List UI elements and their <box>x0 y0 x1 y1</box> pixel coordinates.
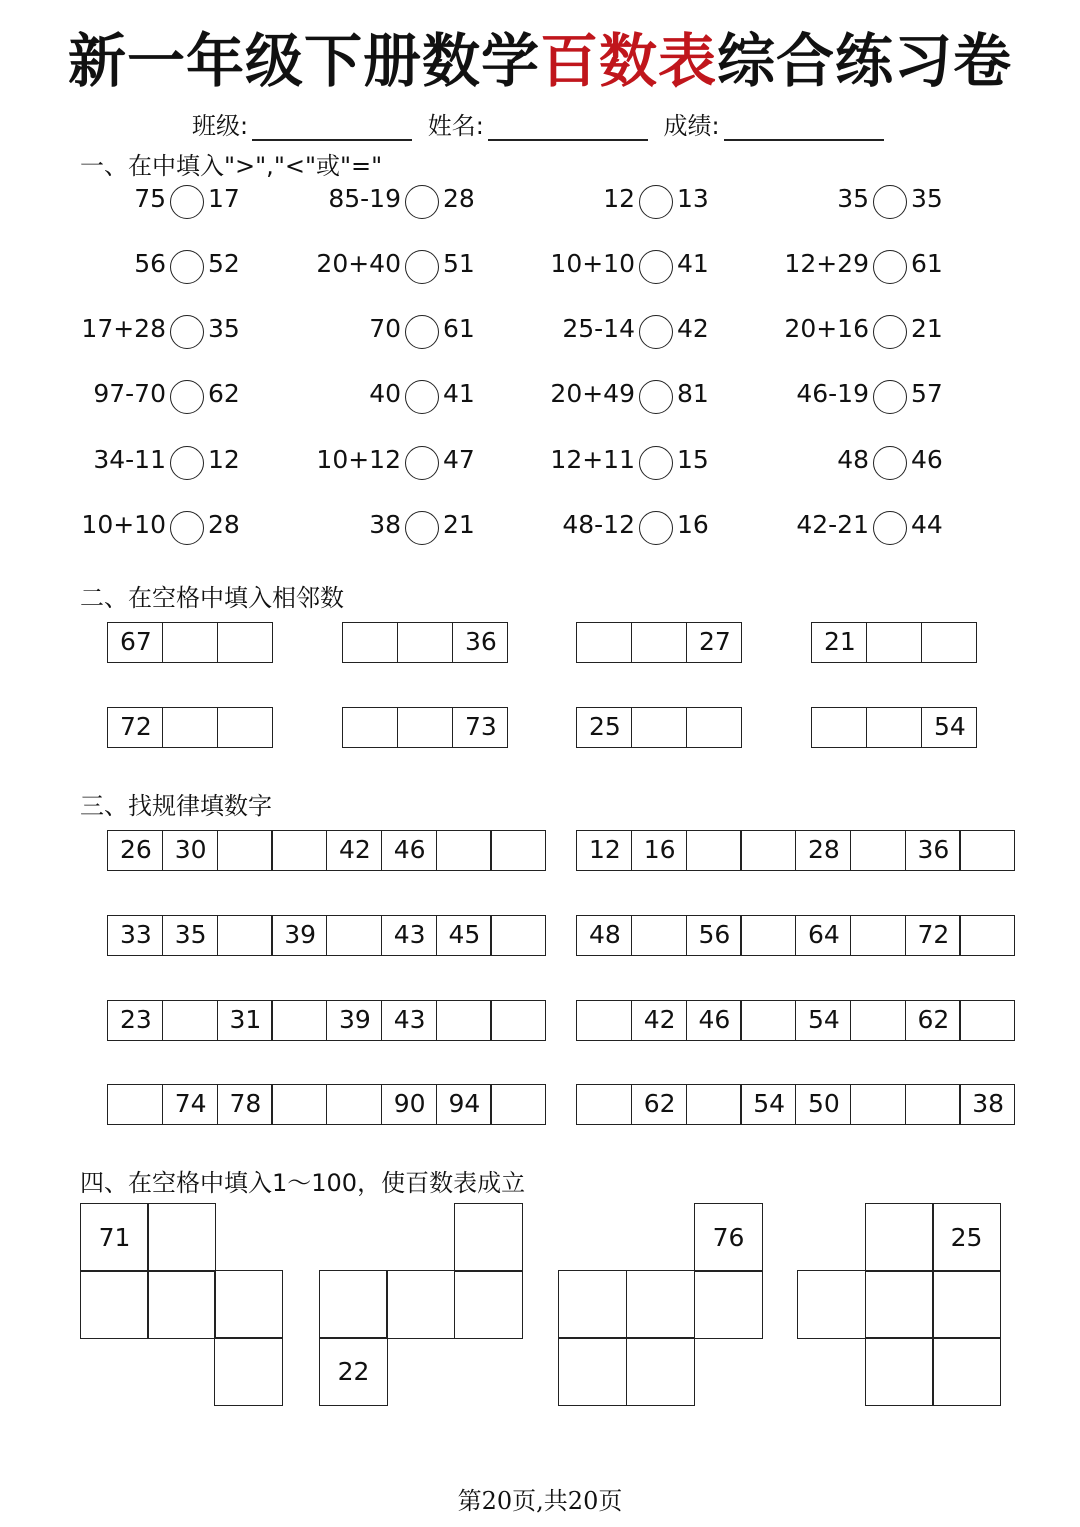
comparison-left: 56 <box>134 249 166 278</box>
number-cell: 56 <box>686 915 742 956</box>
number-cell: 64 <box>795 915 851 956</box>
blank-cell[interactable] <box>576 622 632 663</box>
blank-cell[interactable] <box>740 830 796 871</box>
comparison-left: 10+12 <box>316 445 401 474</box>
comparison-right: 21 <box>911 314 943 343</box>
comparison-right: 35 <box>911 184 943 213</box>
comparison-left: 12+29 <box>784 249 869 278</box>
answer-circle[interactable] <box>170 315 204 349</box>
grid-cell-blank[interactable] <box>319 1270 388 1339</box>
blank-cell[interactable] <box>631 622 687 663</box>
grid-cell: 76 <box>694 1203 763 1272</box>
section-2-heading: 二、在空格中填入相邻数 <box>80 584 344 612</box>
answer-circle[interactable] <box>639 446 673 480</box>
comparison-left: 12+11 <box>550 445 635 474</box>
grid-cell-blank[interactable] <box>147 1270 216 1339</box>
section-1-heading: 一、在中填入">","<"或"=" <box>80 152 383 180</box>
blank-cell[interactable] <box>959 830 1015 871</box>
blank-cell[interactable] <box>850 915 906 956</box>
blank-cell[interactable] <box>217 622 273 663</box>
comparison-right: 41 <box>677 249 709 278</box>
section-3-heading: 三、找规律填数字 <box>80 792 272 820</box>
number-cell: 36 <box>905 830 961 871</box>
blank-cell[interactable] <box>811 707 867 748</box>
blank-cell[interactable] <box>850 1000 906 1041</box>
number-cell: 39 <box>326 1000 382 1041</box>
comparison-left: 85-19 <box>328 184 401 213</box>
number-cell: 72 <box>107 707 163 748</box>
blank-cell[interactable] <box>959 915 1015 956</box>
blank-cell[interactable] <box>271 1084 327 1125</box>
number-cell: 25 <box>576 707 632 748</box>
number-cell: 48 <box>576 915 632 956</box>
comparison-left: 25-14 <box>562 314 635 343</box>
comparison-right: 21 <box>443 510 475 539</box>
comparison-right: 17 <box>208 184 240 213</box>
blank-cell[interactable] <box>162 622 218 663</box>
answer-circle[interactable] <box>873 185 907 219</box>
blank-cell[interactable] <box>217 830 273 871</box>
comparison-left: 12 <box>603 184 635 213</box>
number-cell: 78 <box>217 1084 273 1125</box>
blank-cell[interactable] <box>905 1084 961 1125</box>
page-title: 新一年级下册数学百数表综合练习卷 <box>67 27 1013 95</box>
blank-cell[interactable] <box>921 622 977 663</box>
comparison-left: 17+28 <box>81 314 166 343</box>
answer-circle[interactable] <box>873 250 907 284</box>
class-label: 班级: <box>192 112 249 140</box>
number-cell: 21 <box>811 622 867 663</box>
blank-cell[interactable] <box>326 1084 382 1125</box>
comparison-left: 20+16 <box>784 314 869 343</box>
number-cell: 50 <box>795 1084 851 1125</box>
comparison-right: 15 <box>677 445 709 474</box>
grid-cell: 22 <box>319 1337 388 1406</box>
number-cell: 42 <box>326 830 382 871</box>
grid-cell-blank[interactable] <box>454 1270 523 1339</box>
blank-cell[interactable] <box>686 830 742 871</box>
blank-cell[interactable] <box>866 622 922 663</box>
comparison-right: 81 <box>677 379 709 408</box>
answer-circle[interactable] <box>873 380 907 414</box>
grid-cell-blank[interactable] <box>386 1270 455 1339</box>
comparison-right: 28 <box>208 510 240 539</box>
number-cell: 28 <box>795 830 851 871</box>
comparison-left: 75 <box>134 184 166 213</box>
number-cell: 31 <box>217 1000 273 1041</box>
blank-cell[interactable] <box>217 915 273 956</box>
comparison-left: 35 <box>837 184 869 213</box>
comparison-left: 34-11 <box>93 445 166 474</box>
grid-cell-blank[interactable] <box>797 1270 866 1339</box>
comparison-right: 44 <box>911 510 943 539</box>
number-cell: 62 <box>905 1000 961 1041</box>
answer-circle[interactable] <box>170 250 204 284</box>
comparison-right: 61 <box>443 314 475 343</box>
answer-circle[interactable] <box>405 511 439 545</box>
answer-circle[interactable] <box>405 446 439 480</box>
grid-cell-blank[interactable] <box>214 1270 283 1339</box>
blank-cell[interactable] <box>397 622 453 663</box>
grid-cell-blank[interactable] <box>454 1203 523 1272</box>
comparison-left: 48 <box>837 445 869 474</box>
comparison-right: 62 <box>208 379 240 408</box>
blank-cell[interactable] <box>631 915 687 956</box>
number-cell: 16 <box>631 830 687 871</box>
blank-cell[interactable] <box>271 830 327 871</box>
answer-circle[interactable] <box>873 511 907 545</box>
comparison-left: 10+10 <box>550 249 635 278</box>
score-label: 成绩: <box>663 112 720 140</box>
answer-circle[interactable] <box>405 185 439 219</box>
answer-circle[interactable] <box>170 511 204 545</box>
blank-cell[interactable] <box>576 1084 632 1125</box>
blank-cell[interactable] <box>490 915 546 956</box>
comparison-right: 28 <box>443 184 475 213</box>
grid-cell-blank[interactable] <box>932 1270 1001 1339</box>
comparison-right: 42 <box>677 314 709 343</box>
comparison-left: 38 <box>369 510 401 539</box>
blank-cell[interactable] <box>850 1084 906 1125</box>
comparison-left: 42-21 <box>796 510 869 539</box>
number-cell: 46 <box>381 830 437 871</box>
number-cell: 90 <box>381 1084 437 1125</box>
comparison-right: 35 <box>208 314 240 343</box>
answer-circle[interactable] <box>639 250 673 284</box>
number-cell: 42 <box>631 1000 687 1041</box>
number-cell: 67 <box>107 622 163 663</box>
answer-circle[interactable] <box>170 380 204 414</box>
answer-circle[interactable] <box>405 250 439 284</box>
section-4-heading: 四、在空格中填入1～100，使百数表成立 <box>80 1169 526 1197</box>
blank-cell[interactable] <box>866 707 922 748</box>
answer-circle[interactable] <box>639 511 673 545</box>
blank-cell[interactable] <box>342 622 398 663</box>
number-cell: 54 <box>921 707 977 748</box>
name-label: 姓名: <box>427 112 484 140</box>
comparison-right: 46 <box>911 445 943 474</box>
blank-cell[interactable] <box>271 1000 327 1041</box>
blank-cell[interactable] <box>162 1000 218 1041</box>
number-cell: 23 <box>107 1000 163 1041</box>
blank-cell[interactable] <box>342 707 398 748</box>
blank-cell[interactable] <box>576 1000 632 1041</box>
answer-circle[interactable] <box>639 315 673 349</box>
grid-cell-blank[interactable] <box>865 1270 934 1339</box>
number-cell: 72 <box>905 915 961 956</box>
answer-circle[interactable] <box>170 446 204 480</box>
comparison-left: 70 <box>369 314 401 343</box>
blank-cell[interactable] <box>436 1000 492 1041</box>
answer-circle[interactable] <box>405 380 439 414</box>
number-cell: 54 <box>740 1084 796 1125</box>
blank-cell[interactable] <box>107 1084 163 1125</box>
blank-cell[interactable] <box>490 1000 546 1041</box>
score-blank[interactable] <box>724 117 884 141</box>
grid-cell-blank[interactable] <box>214 1337 283 1406</box>
answer-circle[interactable] <box>873 446 907 480</box>
number-cell: 46 <box>686 1000 742 1041</box>
number-cell: 35 <box>162 915 218 956</box>
comparison-right: 51 <box>443 249 475 278</box>
blank-cell[interactable] <box>959 1000 1015 1041</box>
grid-cell-blank[interactable] <box>932 1337 1001 1406</box>
blank-cell[interactable] <box>217 707 273 748</box>
blank-cell[interactable] <box>490 1084 546 1125</box>
answer-circle[interactable] <box>639 185 673 219</box>
page-footer: 第20页,共20页 <box>457 1487 623 1515</box>
student-info-line <box>192 106 892 141</box>
number-cell: 30 <box>162 830 218 871</box>
grid-cell-blank[interactable] <box>626 1270 695 1339</box>
comparison-left: 46-19 <box>796 379 869 408</box>
number-cell: 74 <box>162 1084 218 1125</box>
number-cell: 73 <box>452 707 508 748</box>
comparison-left: 20+40 <box>316 249 401 278</box>
number-cell: 26 <box>107 830 163 871</box>
grid-cell-blank[interactable] <box>865 1203 934 1272</box>
number-cell: 43 <box>381 915 437 956</box>
grid-cell-blank[interactable] <box>558 1270 627 1339</box>
grid-cell: 25 <box>932 1203 1001 1272</box>
blank-cell[interactable] <box>436 830 492 871</box>
comparison-right: 57 <box>911 379 943 408</box>
comparison-left: 48-12 <box>562 510 635 539</box>
grid-cell-blank[interactable] <box>558 1337 627 1406</box>
grid-cell-blank[interactable] <box>80 1270 149 1339</box>
comparison-left: 10+10 <box>81 510 166 539</box>
name-blank[interactable] <box>488 117 648 141</box>
blank-cell[interactable] <box>631 707 687 748</box>
number-cell: 36 <box>452 622 508 663</box>
comparison-left: 97-70 <box>93 379 166 408</box>
number-cell: 12 <box>576 830 632 871</box>
number-cell: 38 <box>959 1084 1015 1125</box>
number-cell: 27 <box>686 622 742 663</box>
number-cell: 39 <box>271 915 327 956</box>
comparison-right: 61 <box>911 249 943 278</box>
blank-cell[interactable] <box>740 1000 796 1041</box>
blank-cell[interactable] <box>850 830 906 871</box>
blank-cell[interactable] <box>326 915 382 956</box>
blank-cell[interactable] <box>397 707 453 748</box>
number-cell: 54 <box>795 1000 851 1041</box>
number-cell: 33 <box>107 915 163 956</box>
class-blank[interactable] <box>252 117 412 141</box>
grid-cell-blank[interactable] <box>694 1270 763 1339</box>
answer-circle[interactable] <box>405 315 439 349</box>
number-cell: 62 <box>631 1084 687 1125</box>
comparison-left: 40 <box>369 379 401 408</box>
number-cell: 43 <box>381 1000 437 1041</box>
blank-cell[interactable] <box>162 707 218 748</box>
blank-cell[interactable] <box>490 830 546 871</box>
answer-circle[interactable] <box>639 380 673 414</box>
comparison-right: 41 <box>443 379 475 408</box>
grid-cell-blank[interactable] <box>626 1337 695 1406</box>
comparison-right: 52 <box>208 249 240 278</box>
blank-cell[interactable] <box>686 707 742 748</box>
comparison-right: 16 <box>677 510 709 539</box>
grid-cell-blank[interactable] <box>147 1203 216 1272</box>
blank-cell[interactable] <box>686 1084 742 1125</box>
number-cell: 45 <box>436 915 492 956</box>
grid-cell-blank[interactable] <box>865 1337 934 1406</box>
comparison-right: 12 <box>208 445 240 474</box>
grid-cell: 71 <box>80 1203 149 1272</box>
comparison-right: 13 <box>677 184 709 213</box>
answer-circle[interactable] <box>170 185 204 219</box>
comparison-left: 20+49 <box>550 379 635 408</box>
comparison-right: 47 <box>443 445 475 474</box>
blank-cell[interactable] <box>740 915 796 956</box>
number-cell: 94 <box>436 1084 492 1125</box>
answer-circle[interactable] <box>873 315 907 349</box>
